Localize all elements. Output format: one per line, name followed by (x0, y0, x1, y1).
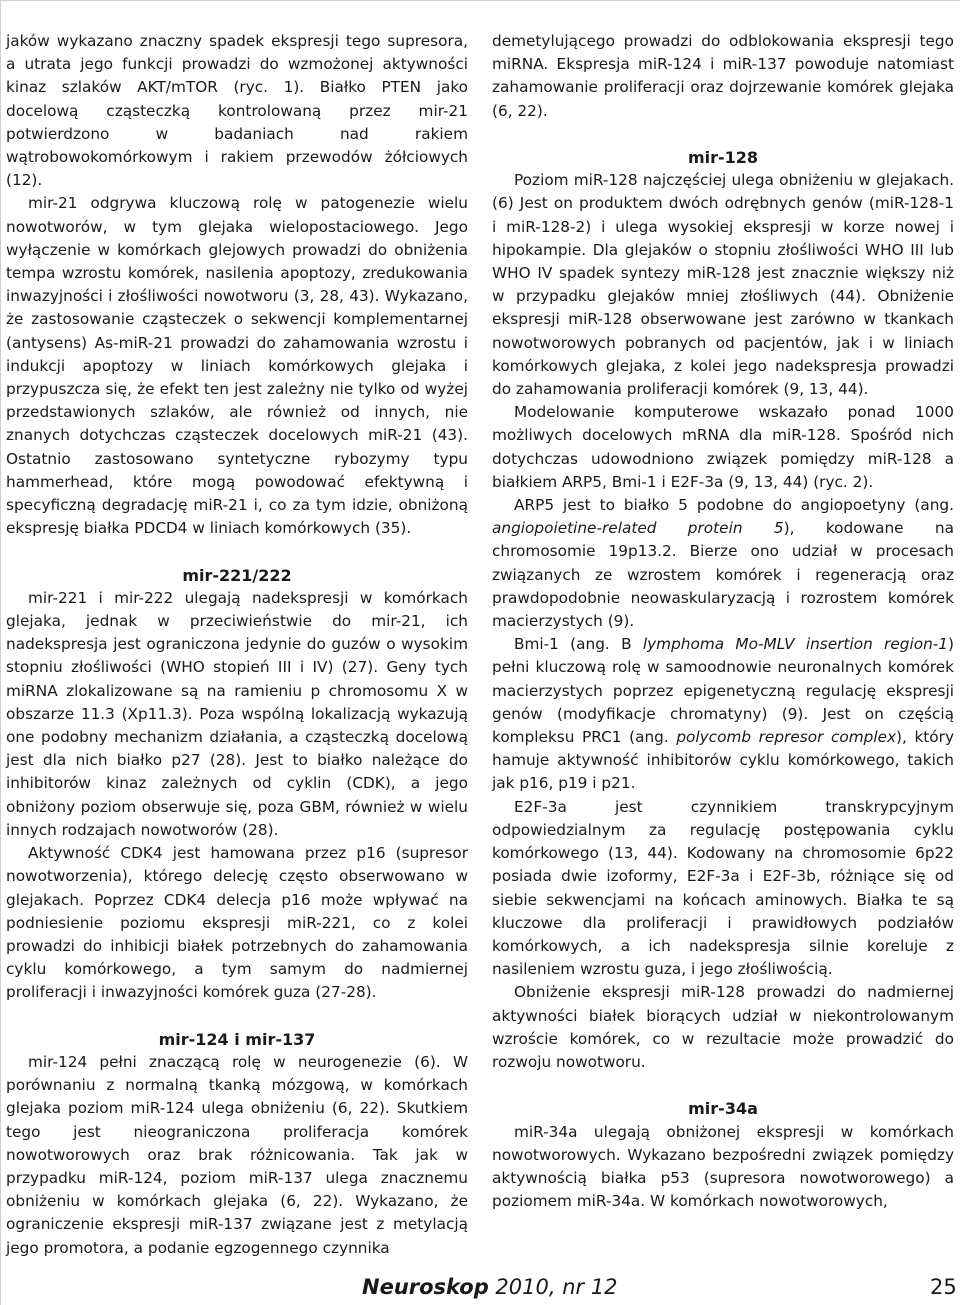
paragraph: demetylującego prowadzi do odblokowania ekspresji tego miRNA. Ekspresja miR-124 i miR-137 powoduje natomiast zahamowanie proliferacji oraz dojrzewanie komórek glejaka (6, 22). (492, 32, 954, 120)
paragraph (492, 633, 954, 795)
paragraph: E2F-3a jest czynnikiem transkrypcyjnym odpowiedzialnym za regulację postępowania cyklu komórkowego (13, 44). Kodowany na chromosomie 6p22 posiada dwie izoformy, E2F-3a i E2F-3b, różniące się od siebie sekwencjami na końcach aminowych. Białka te są kluczowe dla proliferacji i prawidłowych podziałów komórkowych, a ich nadekspresja silnie koreluje z nasileniem wzrostu guza, i jego złośliwością. (492, 797, 954, 979)
italic-term: lymphoma Mo-MLV insertion region-1 (642, 635, 949, 654)
page-border-left (0, 0, 1, 1305)
section-heading-mir-124: mir-124 i mir-137 (158, 1029, 316, 1049)
text-span: ) pełni kluczową rolę w samoodnowie neuronalnych komórek macierzystych poprzez epigenetyczną regulację ekspresji genów (modyfikacje chromatyny) (9). Jest on częścią kompleksu PRC1 (ang. (492, 635, 954, 747)
paragraph: Poziom miR-128 najczęściej ulega obniżeniu w glejakach. (6) Jest on produktem dwóch odrębnych genów (miR-128-1 i miR-128-2) i ulega wysokiej ekspresji w korze nowej i hipokampie. Dla glejaków o stopniu złośliwości WHO III lub WHO IV spadek syntezy miR-128 jest znacznie większy niż w przypadku glejaków mniej złośliwych (44). Obniżenie ekspresji miR-128 obserwowane jest zarówno w tkankach nowotworowych pobranych od pacjentów, jak i w liniach komórkowych glejaka, z kolei jego nadekspresja prowadzi do zahamowania proliferacji komórek (9, 13, 44). (492, 171, 954, 399)
journal-issue: 2010, nr 12 (488, 1275, 618, 1299)
paragraph: mir-21 odgrywa kluczową rolę w patogenezie wielu nowotworów, w tym glejaka wielopostaciowego. Jego wyłączenie w komórkach glejowych prowadzi do obniżenia tempa wzrostu komórek, nasilenia apoptozy, zredukowania inwazyjności i złośliwości nowotworu (3, 28, 43). Wykazano, że zastosowanie cząsteczek o sekwencji komplementarnej (antysens) As-miR-21 prowadzi do zahamowania wzrostu i indukcji apoptozy w liniach komórkowych glejaka i przypuszcza się, że efekt ten jest zależny nie tylko od wyżej przedstawionych szlaków, ale również od innych, nie znanych dotychczas cząsteczek docelowych miR-21 (43). Ostatnio zastosowano syntetyczne rybozymy typu hammerhead, które mogą powodować efektywną i specyficzną degradację miR-21 i, co za tym idzie, obniżoną ekspresję białka PDCD4 w liniach komórkowych (35). (6, 194, 468, 538)
page-number: 25 (930, 1275, 957, 1299)
paragraph: Aktywność CDK4 jest hamowana przez p16 (supresor nowotworzenia), którego delecję często obserwowano w glejakach. Poprzez CDK4 delecja p16 może wpływać na podniesienie poziomu ekspresji miR-221, co z kolei prowadzi do inhibicji białek potrzebnych do zahamowania cyklu komórkowego, a tym samym do nadmiernej proliferacji i inwazyjności komórek guza (27-28). (6, 844, 468, 1002)
paragraph: Obniżenie ekspresji miR-128 prowadzi do nadmiernej aktywności białek biorących udział w niekontrolowanym wzroście komórek, co w rezultacie może prowadzić do rozwoju nowotworu. (492, 983, 954, 1071)
paragraph: mir-124 pełni znaczącą rolę w neurogenezie (6). W porównaniu z normalną tkanką mózgową, w komórkach glejaka poziom miR-124 ulega obniżeniu (6, 22). Skutkiem tego jest nieograniczona proliferacja komórek nowotworowych oraz brak różnicowania. Tak jak w przypadku miR-124, poziom miR-137 ulega znacznemu obniżeniu w komórkach glejaka (6, 22). Wykazano, że ograniczenie ekspresji miR-137 związane jest z metylacją jego promotora, a podanie egzogennego czynnika (6, 1052, 468, 1257)
paragraph: Modelowanie komputerowe wskazało ponad 1000 możliwych docelowych mRNA dla miR-128. Spośród nich dotychczas udowodniono związek pomiędzy miR-128 a białkiem ARP5, Bmi-1 i E2F-3a (9, 13, 44) (ryc. 2). (492, 403, 954, 491)
paragraph: mir-221 i mir-222 ulegają nadekspresji w komórkach glejaka, jednak w przeciwieństwie do mir-21, ich nadekspresja jest ograniczona jedynie do guzów o wysokim stopniu złośliwości (WHO stopień III i IV) (27). Geny tych miRNA zlokalizowane są na ramieniu p chromosomu X w obszarze 11.3 (Xp11.3). Poza wspólną lokalizacją wykazują one podobny mechanizm działania, a cząsteczką docelową jest dla nich białko p27 (28). Jest to białko należące do inhibitorów kinaz zależnych od cyklin (CDK), a jego obniżony poziom obserwuje się, poza GBM, również w wielu innych rodzajach nowotworów (28). (6, 588, 468, 839)
italic-term: polycomb represor complex (676, 728, 897, 747)
paragraph (492, 494, 954, 633)
page-border-top (0, 0, 960, 1)
paragraph: miR-34a ulegają obniżonej ekspresji w komórkach nowotworowych. Wykazano bezpośredni związek pomiędzy aktywnością białka p53 (supresora nowotworowego) a poziomem miR-34a. W komórkach nowotworowych, (492, 1122, 954, 1211)
paragraph: jaków wykazano znaczny spadek ekspresji tego supresora, a utrata jego funkcji prowadzi do wzmożonej aktywności kinaz szlaków AKT/mTOR (ryc. 1). Białko PTEN jako docelową cząsteczką kontrolowaną przez mir-21 potwierdzono w badaniach nad rakiem wątrobowokomórkowym i rakiem przewodów żółciowych (12). (6, 32, 468, 190)
text-span: ARP5 jest to białko 5 podobne do angiopoetyny (ang. (514, 496, 954, 515)
right-column (492, 30, 954, 1213)
section-heading-mir-221: mir-221/222 (182, 565, 292, 585)
text-span: ), kodowane na chromosomie 19p13.2. Bierze ono udział w procesach związanych ze wzrostem komórek i regeneracją oraz prawdopodobnie neowaskularyzacją i rozrostem komórek macierzystych (9). (492, 519, 954, 631)
left-column (6, 30, 468, 1260)
section-heading-mir-34a: mir-34a (688, 1099, 758, 1119)
journal-title: Neuroskop (362, 1275, 489, 1299)
journal-name (362, 1273, 618, 1301)
text-span: Bmi-1 (ang. B (514, 635, 643, 654)
section-heading-mir-128: mir-128 (687, 148, 759, 167)
text-span: ), który hamuje aktywność inhibitorów cyklu komórkowego, takich jak p16, p19 i p21. (492, 728, 955, 793)
italic-term: angiopoietine-related protein 5 (492, 519, 784, 538)
page-footer (0, 1273, 960, 1303)
